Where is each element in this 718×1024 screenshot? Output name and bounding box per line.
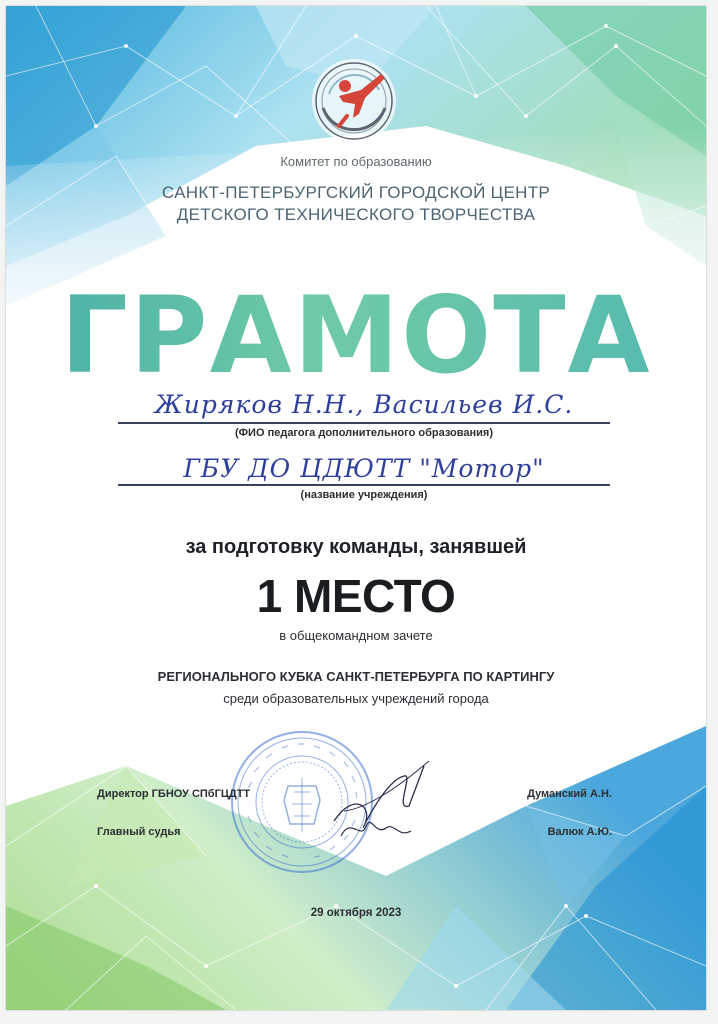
organization-name	[6, 182, 706, 226]
certificate-page	[6, 6, 706, 1010]
signature-judge-icon	[336, 806, 416, 856]
institution-underline	[118, 484, 610, 486]
award-scoring: в общекомандном зачете	[279, 628, 433, 643]
organization-line-1: САНКТ-ПЕТЕРБУРГСКИЙ ГОРОДСКОЙ ЦЕНТР	[161, 183, 551, 202]
director-role: Директор ГБНОУ СПбГЦДТТ	[97, 788, 251, 800]
certificate-title: ГРАМОТА	[6, 276, 706, 396]
names-underline	[118, 422, 610, 424]
award-place: 1 МЕСТО	[256, 570, 456, 622]
institution-name: ГБУ ДО ЦДЮТТ "Мотор"	[183, 454, 545, 483]
organization-line-2: ДЕТСКОГО ТЕХНИЧЕСКОГО ТВОРЧЕСТВА	[176, 205, 536, 224]
event-scope: среди образовательных учреждений города	[223, 691, 489, 706]
names-caption: (ФИО педагога дополнительного образования)	[235, 427, 493, 439]
committee-text: Комитет по образованию	[280, 154, 432, 169]
judge-name: Валюк А.Ю.	[547, 826, 612, 838]
institution-caption: (название учреждения)	[300, 489, 428, 501]
director-name: Думанский А.Н.	[527, 788, 612, 800]
event-name: РЕГИОНАЛЬНОГО КУБКА САНКТ-ПЕТЕРБУРГА ПО КАРТИНГУ	[157, 669, 555, 684]
certificate-date: 29 октября 2023	[310, 907, 402, 919]
recipient-names: Жиряков Н.Н., Васильев И.С.	[154, 390, 574, 419]
award-reason: за подготовку команды, занявшей	[185, 536, 527, 558]
center-logo-icon	[309, 56, 399, 146]
judge-role: Главный судья	[97, 826, 181, 838]
